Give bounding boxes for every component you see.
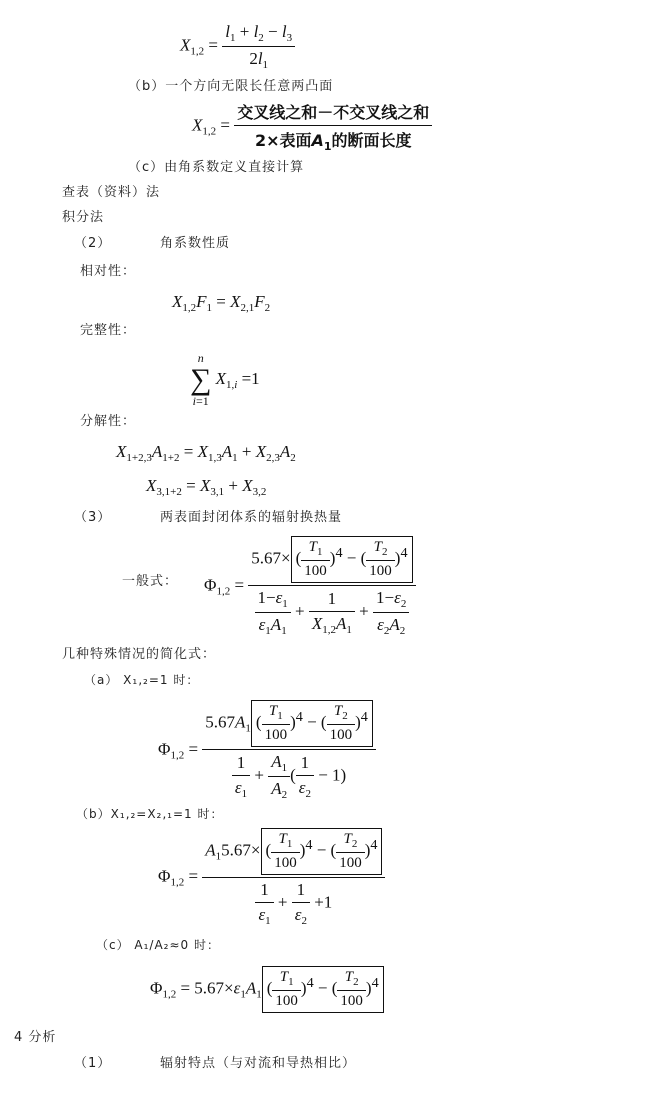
caption-b: （b）一个方向无限长任意两凸面 [128,79,334,94]
section-3-number: （3） [74,510,112,525]
equation-case-b: $\Phi_{1,2}$ = $A_15.67\times$ ( $\frac{T_1}{100}$ )$^4$ − ( $\frac{T_2}{100}$ )$^4$ $\frac{1}{\varepsilon_1}$ + $\frac{1}{\varepsilon_2}$ +1 [158,828,385,927]
equation-reciprocity: $X_{1,2}F_1 = X_{2,1}F_2$ [172,292,271,314]
equation-case-a: $\Phi_{1,2}$ = $5.67A_1$ ( $\frac{T_1}{100}$ )$^4$ − ( $\frac{T_2}{100}$ )$^4$ $\frac{1}{\varepsilon_1}$ + $\frac{A_1}{A_2}$ ( $\frac{1}{\varepsilon_2}$ − 1) [158,700,376,801]
reciprocity-label: 相对性： [80,264,137,279]
special-cases-label: 几种特殊情况的简化式： [62,647,217,662]
lookup-method: 查表（资料）法 [62,185,161,200]
integral-method: 积分法 [62,210,105,225]
general-label: 一般式： [122,574,179,589]
equation-case-c: $\Phi_{1,2} = 5.67\times\varepsilon_1A_1$ ( $\frac{T_1}{100}$ )$^4$ − ( $\frac{T_2}{100}$ )$^4$ [150,966,384,1013]
section-3-title: 两表面封闭体系的辐射换热量 [160,510,343,525]
section-4-title: 4 分析 [14,1030,57,1045]
equation-crossed-strings: $X_{1,2}$ = $\frac{\text{交叉线之和－不交叉线之和}}{2\times 表面A_1的断面长度}$ [192,100,432,153]
equation-completeness: n ∑ i=1 $X_{1,i} =1$ [190,351,260,408]
section-2-number: （2） [74,236,112,251]
equation-decomposition-1: $X_{1+2,3}A_{1+2} = X_{1,3}A_1 + X_{2,3}A_2$ [116,442,296,464]
crossed-strings-numerator: 交叉线之和－不交叉线之和 [234,100,432,126]
equation-view-factor-triangle: $X_{1,2}$ = $\frac{l_1 + l_2 - l_3}{2l_1}$ [180,22,295,71]
completeness-label: 完整性： [80,323,137,338]
equation-decomposition-2: $X_{3,1+2} = X_{3,1} + X_{3,2}$ [146,476,267,498]
section-4-1-title: 辐射特点（与对流和导热相比） [160,1056,357,1071]
case-a-label: （a） X₁‚₂=1 时： [84,673,200,687]
decomposition-label: 分解性： [80,414,137,429]
section-2-title: 角系数性质 [160,236,231,251]
section-4-1-number: （1） [74,1056,112,1071]
caption-c: （c）由角系数定义直接计算 [128,160,305,175]
crossed-strings-denominator: 2×表面$A_1$的断面长度 [254,131,412,153]
case-b-label: （b）X₁‚₂=X₂‚₁=1 时： [76,807,224,821]
case-c-label: （c） A₁/A₂≈0 时： [96,938,220,952]
equation-general: $\Phi_{1,2}$ = 5.67× ( $\frac{T_1}{100}$ )$^4$ − ( $\frac{T_2}{100}$ )$^4$ $\frac{1-\varepsilon_1}{\varepsilon_1A_1}$ + $\frac{1}{X_{1,2}A_1}$ + $\frac{1-\varepsilon_2}{\varepsilon_2A_2}$ [204,536,416,637]
